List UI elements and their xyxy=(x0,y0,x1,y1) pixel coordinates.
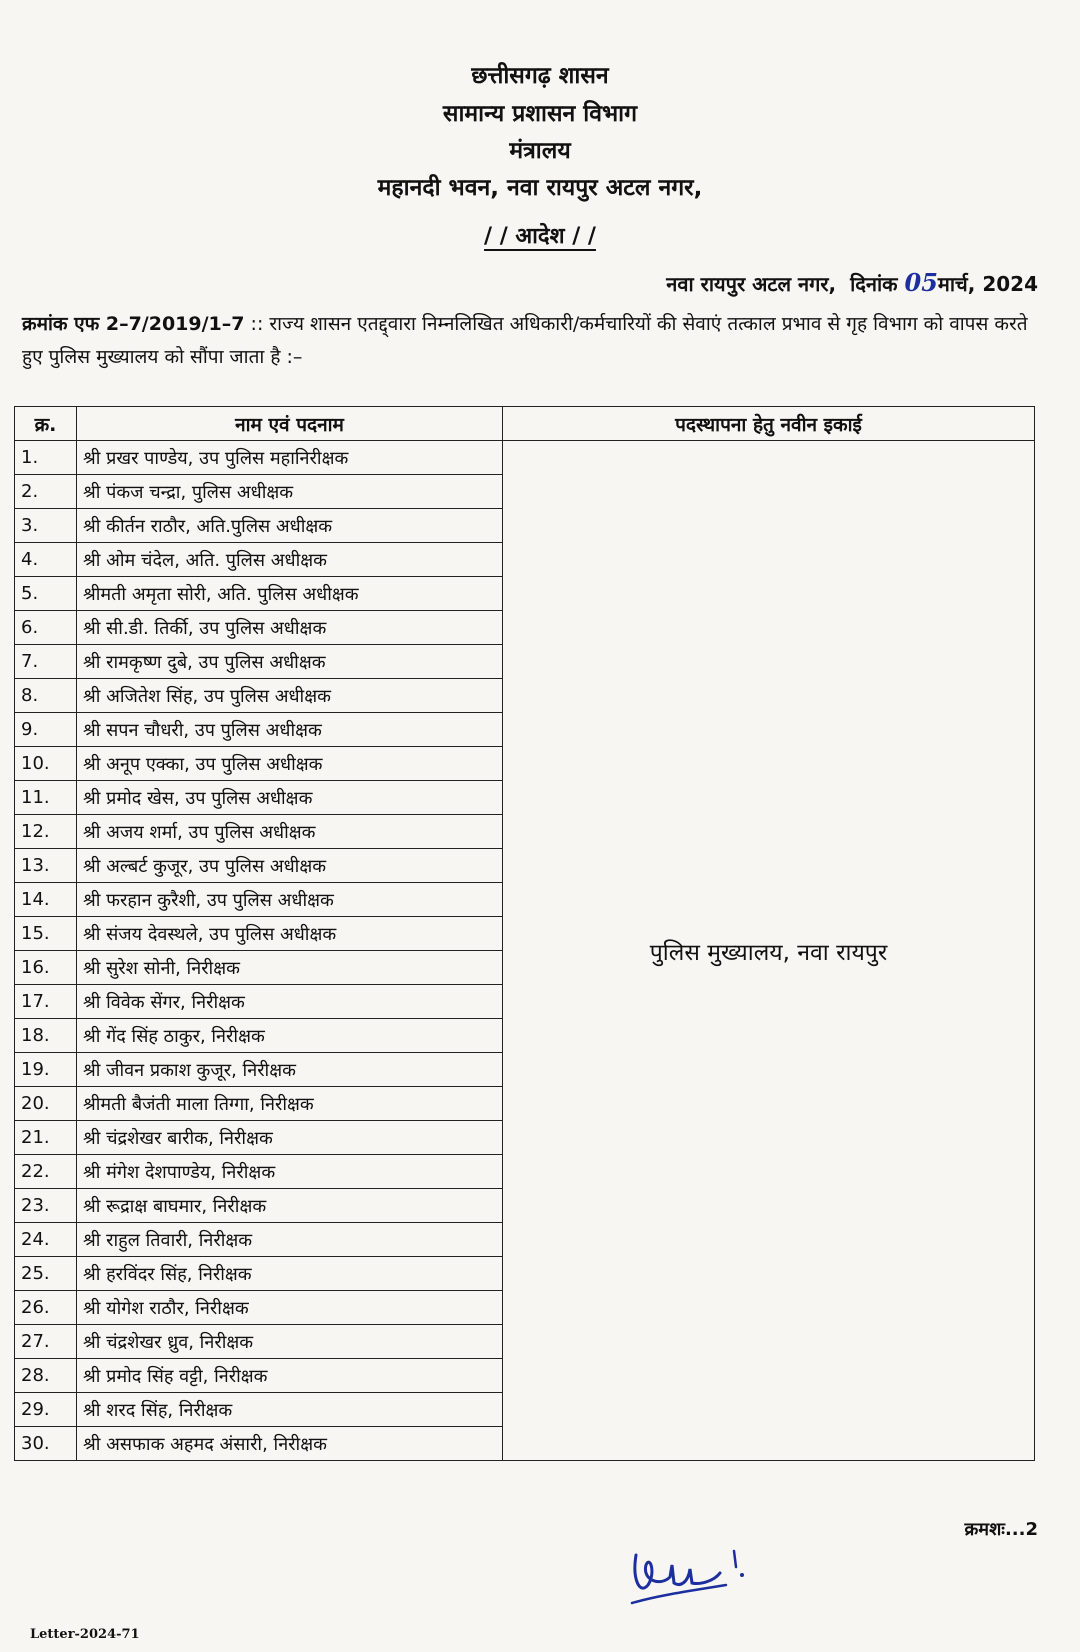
reference-text: :: राज्य शासन एतद्द्वारा निम्नलिखित अधिकारी/कर्मचारियों की सेवाएं तत्काल प्रभाव से गृह विभाग को वापस करते हुए पुलिस मुख्यालय को सौंपा जाता है :– xyxy=(22,313,1028,368)
row-serial: 11. xyxy=(15,781,77,815)
reference-paragraph xyxy=(22,308,1037,374)
row-serial: 29. xyxy=(15,1393,77,1427)
row-name: श्री पंकज चन्द्रा, पुलिस अधीक्षक xyxy=(77,475,503,509)
order-title xyxy=(0,220,1080,250)
row-name: श्री कीर्तन राठौर, अति.पुलिस अधीक्षक xyxy=(77,509,503,543)
header-ministry: मंत्रालय xyxy=(509,138,571,164)
row-name: श्री रामकृष्ण दुबे, उप पुलिस अधीक्षक xyxy=(77,645,503,679)
row-name: श्री विवेक सेंगर, निरीक्षक xyxy=(77,985,503,1019)
dateline-day-handwritten: 05 xyxy=(904,268,938,297)
footer-code: Letter-2024-71 xyxy=(30,1627,140,1642)
order-title-text: / / आदेश / / xyxy=(484,224,596,249)
header-unit: पदस्थापना हेतु नवीन इकाई xyxy=(503,407,1035,441)
row-name: श्री प्रखर पाण्डेय, उप पुलिस महानिरीक्षक xyxy=(77,441,503,475)
row-name: श्री फरहान कुरैशी, उप पुलिस अधीक्षक xyxy=(77,883,503,917)
row-name: श्री प्रमोद सिंह वट्टी, निरीक्षक xyxy=(77,1359,503,1393)
row-serial: 9. xyxy=(15,713,77,747)
table-row xyxy=(15,441,1035,475)
row-serial: 8. xyxy=(15,679,77,713)
row-serial: 12. xyxy=(15,815,77,849)
table-body xyxy=(15,441,1035,1461)
row-serial: 2. xyxy=(15,475,77,509)
row-serial: 10. xyxy=(15,747,77,781)
row-serial: 7. xyxy=(15,645,77,679)
row-serial: 5. xyxy=(15,577,77,611)
row-serial: 4. xyxy=(15,543,77,577)
dateline-place: नवा रायपुर अटल नगर, xyxy=(666,272,837,296)
row-serial: 6. xyxy=(15,611,77,645)
row-serial: 15. xyxy=(15,917,77,951)
dateline xyxy=(666,268,1038,297)
row-name: श्री अजितेश सिंह, उप पुलिस अधीक्षक xyxy=(77,679,503,713)
row-name: श्री सी.डी. तिर्की, उप पुलिस अधीक्षक xyxy=(77,611,503,645)
header-department: सामान्य प्रशासन विभाग xyxy=(442,101,638,127)
row-name: श्री अनूप एक्का, उप पुलिस अधीक्षक xyxy=(77,747,503,781)
posting-unit: पुलिस मुख्यालय, नवा रायपुर xyxy=(503,441,1035,1461)
row-name: श्री योगेश राठौर, निरीक्षक xyxy=(77,1291,503,1325)
row-name: श्री ओम चंदेल, अति. पुलिस अधीक्षक xyxy=(77,543,503,577)
row-name: श्रीमती अमृता सोरी, अति. पुलिस अधीक्षक xyxy=(77,577,503,611)
signature-image xyxy=(630,1525,760,1615)
header-serial: क्र. xyxy=(15,407,77,441)
row-serial: 17. xyxy=(15,985,77,1019)
row-serial: 28. xyxy=(15,1359,77,1393)
row-name: श्रीमती बैजंती माला तिग्गा, निरीक्षक xyxy=(77,1087,503,1121)
row-serial: 14. xyxy=(15,883,77,917)
row-name: श्री मंगेश देशपाण्डेय, निरीक्षक xyxy=(77,1155,503,1189)
row-name: श्री अल्बर्ट कुजूर, उप पुलिस अधीक्षक xyxy=(77,849,503,883)
row-serial: 25. xyxy=(15,1257,77,1291)
header-state: छत्तीसगढ़ शासन xyxy=(471,63,609,89)
row-name: श्री सुरेश सोनी, निरीक्षक xyxy=(77,951,503,985)
row-name: श्री राहुल तिवारी, निरीक्षक xyxy=(77,1223,503,1257)
row-name: श्री असफाक अहमद अंसारी, निरीक्षक xyxy=(77,1427,503,1461)
row-serial: 13. xyxy=(15,849,77,883)
header-name: नाम एवं पदनाम xyxy=(77,407,503,441)
reference-number: क्रमांक एफ 2–7/2019/1–7 xyxy=(22,313,245,335)
row-name: श्री प्रमोद खेस, उप पुलिस अधीक्षक xyxy=(77,781,503,815)
row-serial: 30. xyxy=(15,1427,77,1461)
posting-table xyxy=(14,406,1035,1461)
row-name: श्री संजय देवस्थले, उप पुलिस अधीक्षक xyxy=(77,917,503,951)
row-name: श्री सपन चौधरी, उप पुलिस अधीक्षक xyxy=(77,713,503,747)
row-serial: 26. xyxy=(15,1291,77,1325)
row-serial: 18. xyxy=(15,1019,77,1053)
row-name: श्री गेंद सिंह ठाकुर, निरीक्षक xyxy=(77,1019,503,1053)
row-name: श्री चंद्रशेखर ध्रुव, निरीक्षक xyxy=(77,1325,503,1359)
continuation-note: क्रमशः...2 xyxy=(964,1519,1038,1540)
row-serial: 21. xyxy=(15,1121,77,1155)
row-serial: 20. xyxy=(15,1087,77,1121)
row-serial: 22. xyxy=(15,1155,77,1189)
row-serial: 23. xyxy=(15,1189,77,1223)
row-serial: 1. xyxy=(15,441,77,475)
row-name: श्री रूद्राक्ष बाघमार, निरीक्षक xyxy=(77,1189,503,1223)
row-name: श्री शरद सिंह, निरीक्षक xyxy=(77,1393,503,1427)
row-name: श्री अजय शर्मा, उप पुलिस अधीक्षक xyxy=(77,815,503,849)
row-serial: 19. xyxy=(15,1053,77,1087)
dateline-month-year: मार्च, 2024 xyxy=(937,272,1038,296)
row-serial: 24. xyxy=(15,1223,77,1257)
row-name: श्री जीवन प्रकाश कुजूर, निरीक्षक xyxy=(77,1053,503,1087)
row-serial: 27. xyxy=(15,1325,77,1359)
row-serial: 3. xyxy=(15,509,77,543)
table-header-row xyxy=(15,407,1035,441)
dateline-prefix: दिनांक xyxy=(850,272,898,296)
row-name: श्री चंद्रशेखर बारीक, निरीक्षक xyxy=(77,1121,503,1155)
header-address: महानदी भवन, नवा रायपुर अटल नगर, xyxy=(377,175,703,201)
row-name: श्री हरविंदर सिंह, निरीक्षक xyxy=(77,1257,503,1291)
row-serial: 16. xyxy=(15,951,77,985)
